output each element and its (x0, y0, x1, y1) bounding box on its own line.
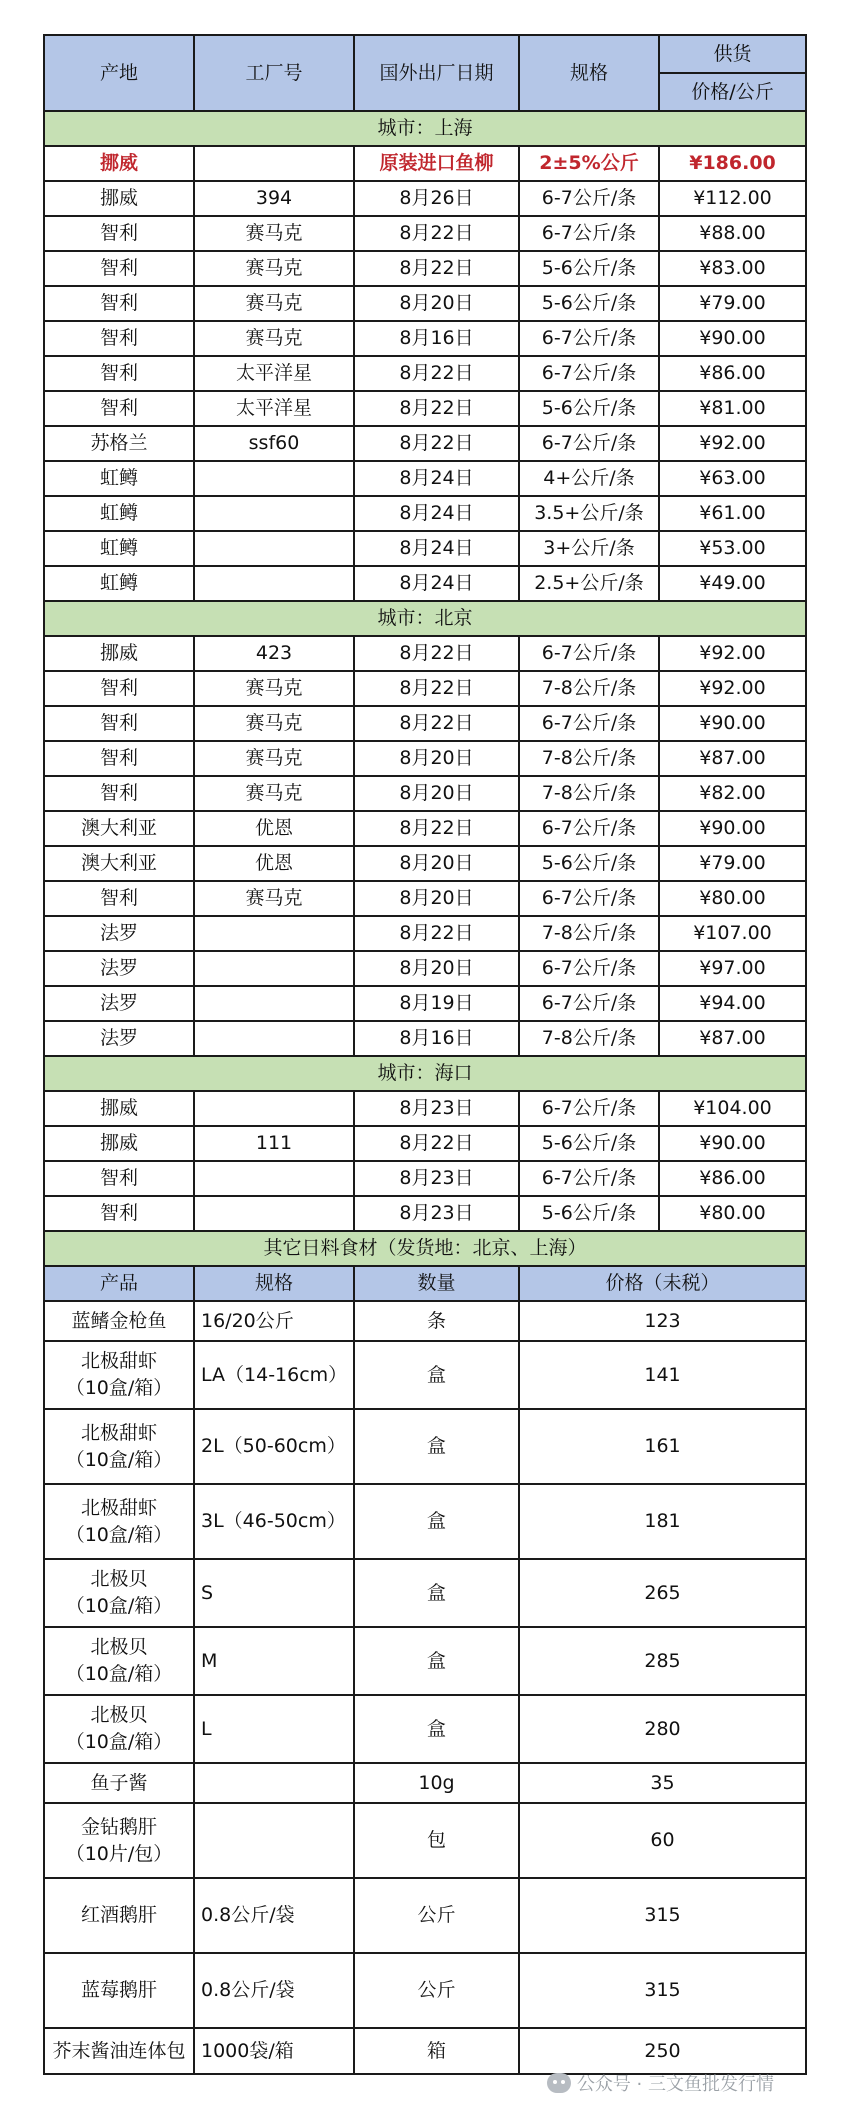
cell-date: 8月22日 (354, 636, 519, 671)
cell-spec: 6-7公斤/条 (519, 636, 659, 671)
cell-price: ¥80.00 (659, 1196, 806, 1231)
table-row-highlight (44, 146, 806, 181)
cell-price: 280 (519, 1695, 806, 1763)
cell-qty: 包 (354, 1803, 519, 1878)
cell-factory: 赛马克 (194, 216, 354, 251)
cell-factory (194, 461, 354, 496)
cell-product: 蓝鳍金枪鱼 (44, 1301, 194, 1341)
food-row (44, 1559, 806, 1627)
cell-spec: LA（14-16cm） (194, 1341, 354, 1409)
cell-factory: 太平洋星 (194, 356, 354, 391)
city-section-title: 城市：海口 (44, 1056, 806, 1091)
cell-factory: 赛马克 (194, 741, 354, 776)
cell-date: 8月16日 (354, 321, 519, 356)
cell-spec: 2±5%公斤 (519, 146, 659, 181)
cell-factory: 赛马克 (194, 776, 354, 811)
price-table (43, 34, 807, 2075)
price-sheet (43, 34, 805, 2075)
cell-spec: 3+公斤/条 (519, 531, 659, 566)
food-row (44, 1409, 806, 1484)
table-row (44, 216, 806, 251)
cell-factory: 423 (194, 636, 354, 671)
cell-price: ¥82.00 (659, 776, 806, 811)
cell-price: ¥104.00 (659, 1091, 806, 1126)
cell-origin: 虹鳟 (44, 566, 194, 601)
cell-origin: 挪威 (44, 636, 194, 671)
cell-price: ¥92.00 (659, 636, 806, 671)
cell-product: 北极甜虾 （10盒/箱） (44, 1484, 194, 1559)
cell-spec: 7-8公斤/条 (519, 916, 659, 951)
cell-factory (194, 146, 354, 181)
cell-factory (194, 916, 354, 951)
cell-price: ¥53.00 (659, 531, 806, 566)
cell-product: 蓝莓鹅肝 (44, 1953, 194, 2028)
cell-factory: 赛马克 (194, 706, 354, 741)
cell-spec: 1000袋/箱 (194, 2028, 354, 2074)
cell-qty: 盒 (354, 1627, 519, 1695)
cell-price: ¥90.00 (659, 811, 806, 846)
cell-price: ¥112.00 (659, 181, 806, 216)
city-section-row (44, 601, 806, 636)
cell-origin: 虹鳟 (44, 496, 194, 531)
cell-spec: 0.8公斤/袋 (194, 1878, 354, 1953)
cell-origin: 智利 (44, 321, 194, 356)
cell-factory: 赛马克 (194, 671, 354, 706)
cell-origin: 法罗 (44, 916, 194, 951)
cell-factory (194, 1021, 354, 1056)
cell-price: 315 (519, 1878, 806, 1953)
cell-spec: 6-7公斤/条 (519, 1091, 659, 1126)
cell-qty: 10g (354, 1763, 519, 1803)
cell-spec (194, 1763, 354, 1803)
cell-date: 8月22日 (354, 811, 519, 846)
cell-spec: 6-7公斤/条 (519, 951, 659, 986)
cell-origin: 挪威 (44, 1091, 194, 1126)
cell-price: ¥79.00 (659, 846, 806, 881)
cell-origin: 智利 (44, 356, 194, 391)
cell-factory: 优恩 (194, 846, 354, 881)
cell-spec: 7-8公斤/条 (519, 671, 659, 706)
cell-spec: 2.5+公斤/条 (519, 566, 659, 601)
cell-qty: 条 (354, 1301, 519, 1341)
cell-origin: 智利 (44, 706, 194, 741)
cell-date: 8月19日 (354, 986, 519, 1021)
cell-factory: 394 (194, 181, 354, 216)
cell-price: ¥90.00 (659, 706, 806, 741)
header-supply: 供货 (659, 35, 806, 73)
cell-price: 181 (519, 1484, 806, 1559)
cell-price: ¥87.00 (659, 1021, 806, 1056)
cell-qty: 公斤 (354, 1953, 519, 2028)
cell-date: 8月22日 (354, 251, 519, 286)
cell-price: ¥186.00 (659, 146, 806, 181)
header-spec: 规格 (519, 35, 659, 111)
cell-spec: 6-7公斤/条 (519, 811, 659, 846)
cell-date: 8月22日 (354, 1126, 519, 1161)
cell-date: 8月24日 (354, 461, 519, 496)
cell-origin: 法罗 (44, 986, 194, 1021)
cell-date: 8月23日 (354, 1091, 519, 1126)
cell-spec: 5-6公斤/条 (519, 251, 659, 286)
cell-origin: 智利 (44, 1196, 194, 1231)
city-section-row (44, 1056, 806, 1091)
header-price-untaxed: 价格（未税） (519, 1266, 806, 1301)
cell-spec: 7-8公斤/条 (519, 1021, 659, 1056)
cell-price: 315 (519, 1953, 806, 2028)
cell-origin: 法罗 (44, 1021, 194, 1056)
cell-factory (194, 1091, 354, 1126)
cell-date: 8月20日 (354, 741, 519, 776)
cell-date: 8月20日 (354, 846, 519, 881)
table-row (44, 1021, 806, 1056)
table-row (44, 1091, 806, 1126)
other-section-row (44, 1231, 806, 1266)
cell-spec: 6-7公斤/条 (519, 321, 659, 356)
cell-qty: 盒 (354, 1559, 519, 1627)
table-header-row (44, 35, 806, 73)
cell-origin: 智利 (44, 216, 194, 251)
cell-origin: 挪威 (44, 181, 194, 216)
cell-product: 芥末酱油连体包 (44, 2028, 194, 2074)
cell-factory (194, 1196, 354, 1231)
cell-date: 8月22日 (354, 356, 519, 391)
table-row (44, 951, 806, 986)
city-section-title: 城市：北京 (44, 601, 806, 636)
cell-price: ¥92.00 (659, 671, 806, 706)
cell-qty: 公斤 (354, 1878, 519, 1953)
cell-origin: 智利 (44, 776, 194, 811)
cell-origin: 虹鳟 (44, 461, 194, 496)
cell-price: 60 (519, 1803, 806, 1878)
cell-price: ¥81.00 (659, 391, 806, 426)
table-row (44, 1126, 806, 1161)
table-row (44, 811, 806, 846)
city-section-title: 城市：上海 (44, 111, 806, 146)
cell-date: 8月16日 (354, 1021, 519, 1056)
cell-date: 8月22日 (354, 671, 519, 706)
cell-product: 北极贝 （10盒/箱） (44, 1627, 194, 1695)
cell-price: ¥90.00 (659, 321, 806, 356)
cell-spec: 6-7公斤/条 (519, 986, 659, 1021)
table-row (44, 881, 806, 916)
table-row (44, 356, 806, 391)
cell-qty: 箱 (354, 2028, 519, 2074)
cell-spec: 7-8公斤/条 (519, 741, 659, 776)
table-row (44, 461, 806, 496)
cell-factory: 赛马克 (194, 251, 354, 286)
watermark-text: 公众号 · 三文鱼批发行情 (576, 2074, 774, 2095)
header-product: 产品 (44, 1266, 194, 1301)
table-row (44, 426, 806, 461)
cell-spec: 7-8公斤/条 (519, 776, 659, 811)
cell-spec: 6-7公斤/条 (519, 706, 659, 741)
cell-price: 123 (519, 1301, 806, 1341)
cell-spec: M (194, 1627, 354, 1695)
cell-spec: 6-7公斤/条 (519, 426, 659, 461)
cell-price: ¥79.00 (659, 286, 806, 321)
cell-price: 265 (519, 1559, 806, 1627)
cell-factory: 赛马克 (194, 881, 354, 916)
table-row (44, 846, 806, 881)
cell-factory (194, 986, 354, 1021)
cell-date: 8月24日 (354, 566, 519, 601)
cell-spec: 6-7公斤/条 (519, 216, 659, 251)
cell-date: 原装进口鱼柳 (354, 146, 519, 181)
cell-origin: 虹鳟 (44, 531, 194, 566)
cell-qty: 盒 (354, 1484, 519, 1559)
cell-spec: 5-6公斤/条 (519, 846, 659, 881)
cell-price: 250 (519, 2028, 806, 2074)
header-date: 国外出厂日期 (354, 35, 519, 111)
table-row (44, 1161, 806, 1196)
wechat-icon (547, 2073, 571, 2093)
cell-origin: 苏格兰 (44, 426, 194, 461)
cell-spec: 4+公斤/条 (519, 461, 659, 496)
cell-factory (194, 531, 354, 566)
cell-origin: 智利 (44, 251, 194, 286)
cell-factory: 赛马克 (194, 286, 354, 321)
table-row (44, 636, 806, 671)
cell-price: ¥86.00 (659, 1161, 806, 1196)
cell-origin: 法罗 (44, 951, 194, 986)
cell-product: 北极贝 （10盒/箱） (44, 1695, 194, 1763)
cell-price: ¥94.00 (659, 986, 806, 1021)
city-section-row (44, 111, 806, 146)
cell-price: ¥49.00 (659, 566, 806, 601)
cell-price: ¥92.00 (659, 426, 806, 461)
cell-date: 8月20日 (354, 286, 519, 321)
food-row (44, 1803, 806, 1878)
cell-price: ¥88.00 (659, 216, 806, 251)
table-row (44, 251, 806, 286)
cell-price: 161 (519, 1409, 806, 1484)
cell-origin: 智利 (44, 1161, 194, 1196)
cell-factory (194, 1161, 354, 1196)
cell-price: 285 (519, 1627, 806, 1695)
cell-factory (194, 566, 354, 601)
cell-date: 8月24日 (354, 531, 519, 566)
cell-origin: 挪威 (44, 146, 194, 181)
cell-spec: 6-7公斤/条 (519, 1161, 659, 1196)
header-spec: 规格 (194, 1266, 354, 1301)
cell-factory: 111 (194, 1126, 354, 1161)
table-row (44, 391, 806, 426)
cell-date: 8月22日 (354, 706, 519, 741)
food-row (44, 2028, 806, 2074)
cell-spec: 6-7公斤/条 (519, 356, 659, 391)
cell-origin: 澳大利亚 (44, 846, 194, 881)
cell-origin: 澳大利亚 (44, 811, 194, 846)
cell-date: 8月22日 (354, 426, 519, 461)
cell-qty: 盒 (354, 1341, 519, 1409)
cell-origin: 挪威 (44, 1126, 194, 1161)
cell-price: 141 (519, 1341, 806, 1409)
cell-price: ¥87.00 (659, 741, 806, 776)
table-row (44, 531, 806, 566)
table-row (44, 1196, 806, 1231)
cell-date: 8月26日 (354, 181, 519, 216)
table-row (44, 286, 806, 321)
cell-spec: 16/20公斤 (194, 1301, 354, 1341)
table-row (44, 706, 806, 741)
cell-origin: 智利 (44, 391, 194, 426)
food-row (44, 1341, 806, 1409)
cell-spec: 5-6公斤/条 (519, 1196, 659, 1231)
cell-spec: 0.8公斤/袋 (194, 1953, 354, 2028)
cell-spec: 3.5+公斤/条 (519, 496, 659, 531)
table-row (44, 986, 806, 1021)
cell-spec: 6-7公斤/条 (519, 181, 659, 216)
cell-date: 8月22日 (354, 216, 519, 251)
cell-spec: L (194, 1695, 354, 1763)
cell-factory: 赛马克 (194, 321, 354, 356)
header-qty: 数量 (354, 1266, 519, 1301)
cell-spec (194, 1803, 354, 1878)
food-row (44, 1763, 806, 1803)
cell-date: 8月23日 (354, 1196, 519, 1231)
cell-price: ¥80.00 (659, 881, 806, 916)
food-row (44, 1695, 806, 1763)
cell-qty: 盒 (354, 1695, 519, 1763)
table-row (44, 671, 806, 706)
cell-price: ¥83.00 (659, 251, 806, 286)
other-header-row (44, 1266, 806, 1301)
cell-spec: 5-6公斤/条 (519, 286, 659, 321)
table-row (44, 776, 806, 811)
cell-factory (194, 951, 354, 986)
cell-date: 8月22日 (354, 916, 519, 951)
cell-date: 8月23日 (354, 1161, 519, 1196)
cell-price: ¥90.00 (659, 1126, 806, 1161)
cell-date: 8月20日 (354, 881, 519, 916)
cell-spec: 6-7公斤/条 (519, 881, 659, 916)
cell-product: 北极贝 （10盒/箱） (44, 1559, 194, 1627)
cell-price: ¥97.00 (659, 951, 806, 986)
cell-date: 8月22日 (354, 391, 519, 426)
watermark (547, 2070, 774, 2096)
food-row (44, 1301, 806, 1341)
header-price: 价格/公斤 (659, 73, 806, 111)
table-row (44, 321, 806, 356)
cell-qty: 盒 (354, 1409, 519, 1484)
cell-spec: 5-6公斤/条 (519, 391, 659, 426)
other-section-title: 其它日料食材（发货地：北京、上海） (44, 1231, 806, 1266)
cell-date: 8月24日 (354, 496, 519, 531)
table-row (44, 741, 806, 776)
cell-date: 8月20日 (354, 951, 519, 986)
cell-product: 北极甜虾 （10盒/箱） (44, 1341, 194, 1409)
cell-factory (194, 496, 354, 531)
cell-factory: 优恩 (194, 811, 354, 846)
food-row (44, 1953, 806, 2028)
cell-spec: 5-6公斤/条 (519, 1126, 659, 1161)
table-row (44, 916, 806, 951)
cell-product: 北极甜虾 （10盒/箱） (44, 1409, 194, 1484)
cell-product: 红酒鹅肝 (44, 1878, 194, 1953)
cell-price: ¥107.00 (659, 916, 806, 951)
cell-origin: 智利 (44, 671, 194, 706)
cell-date: 8月20日 (354, 776, 519, 811)
cell-product: 金钻鹅肝 （10片/包） (44, 1803, 194, 1878)
cell-spec: S (194, 1559, 354, 1627)
cell-spec: 2L（50-60cm） (194, 1409, 354, 1484)
cell-price: ¥86.00 (659, 356, 806, 391)
cell-price: ¥61.00 (659, 496, 806, 531)
cell-origin: 智利 (44, 286, 194, 321)
cell-factory: 太平洋星 (194, 391, 354, 426)
table-row (44, 496, 806, 531)
cell-price: ¥63.00 (659, 461, 806, 496)
table-row (44, 566, 806, 601)
cell-origin: 智利 (44, 741, 194, 776)
food-row (44, 1484, 806, 1559)
header-origin: 产地 (44, 35, 194, 111)
food-row (44, 1627, 806, 1695)
cell-price: 35 (519, 1763, 806, 1803)
cell-spec: 3L（46-50cm） (194, 1484, 354, 1559)
table-row (44, 181, 806, 216)
header-factory: 工厂号 (194, 35, 354, 111)
food-row (44, 1878, 806, 1953)
cell-product: 鱼子酱 (44, 1763, 194, 1803)
cell-origin: 智利 (44, 881, 194, 916)
cell-factory: ssf60 (194, 426, 354, 461)
